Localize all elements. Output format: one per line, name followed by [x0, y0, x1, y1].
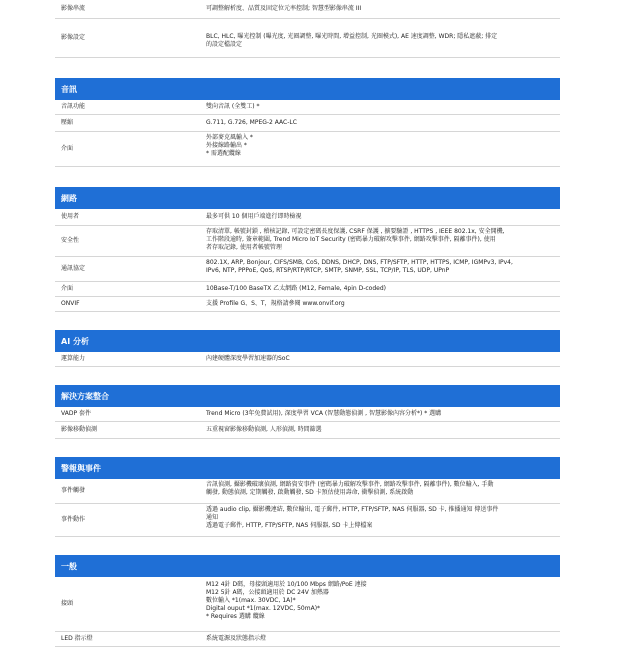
spec-value: 支援 Profile G、S、T，規格請參閱 www.onvif.org [206, 300, 345, 307]
spec-value: 外部麥克風輸入 * 外接線路輸出 * * 需選配纜線 [206, 134, 253, 157]
spec-value: 音訊偵測, 攝影機破壞偵測, 網路資安事件 (密碼暴力破解攻擊事件, 網路攻擊事件, 隔離事件), 數位輸入, 手動 觸發, 動態偵測, 定期觸發, 啟動觸發, SD 卡預估使用壽命, 衝擊偵測, 系統啟動 [206, 481, 494, 496]
spec-row [55, 422, 560, 439]
spec-label: 影像設定 [61, 34, 86, 41]
spec-row [55, 297, 560, 312]
section-header-network: 網路 [55, 187, 560, 209]
spec-label: LED 指示燈 [61, 635, 93, 642]
spec-label: 安全性 [61, 237, 80, 244]
spec-value: BLC, HLC, 曝光控制 (曝光度, 光圈調整, 曝光時間, 增益控制, 光圈模式), AE 速度調整, WDR; 隱私遮蔽; 排定 的設定檔設定 [206, 33, 498, 48]
spec-label: 壓縮 [61, 119, 74, 126]
spec-value: 系統電源及狀態指示燈 [206, 635, 267, 642]
spec-value: 內建硬體深度學習加速器的SoC [206, 355, 290, 362]
spec-label: 運算能力 [61, 355, 86, 362]
spec-value: G.711, G.726, MPEG-2 AAC-LC [206, 119, 297, 126]
spec-row [55, 352, 560, 367]
spec-label: 使用者 [61, 213, 80, 220]
spec-label: 音訊功能 [61, 103, 86, 110]
spec-sheet [55, 0, 560, 647]
spec-row [55, 0, 560, 19]
spec-value: 存取清單, 帳號封鎖 , 稽核記錄, 可設定密碼長度保護, CSRF 保護 , 擴要驗證 , HTTPS , IEEE 802.1x, 安全開機, 工作階段逾時, 簽章範圍, Trend Micro IoT Security (密碼暴力破解攻擊事件, 網路攻擊事件, 隔離事件), 使用 者存取記錄, 使用者帳號管理 [206, 228, 505, 251]
spec-label: 影像串流 [61, 5, 86, 12]
spec-label: ONVIF [61, 300, 80, 307]
spec-row [55, 100, 560, 115]
section-header-alarms: 警報與事件 [55, 457, 560, 479]
spec-row [55, 577, 560, 632]
spec-row [55, 632, 560, 647]
spec-label: 通訊協定 [61, 265, 86, 272]
spec-row [55, 209, 560, 226]
spec-label: VADP 套件 [61, 410, 91, 417]
section-header-general: 一般 [55, 555, 560, 577]
spec-value: 可調整解析度、品質及固定位元率控制; 智慧型影像串流 III [206, 5, 362, 12]
section-header-solutions: 解決方案整合 [55, 385, 560, 407]
spec-row [55, 257, 560, 282]
section-header-ai: AI 分析 [55, 330, 560, 352]
spec-row [55, 115, 560, 132]
spec-value: Trend Micro (3年免費試用), 深度學習 VCA (智慧動態偵測 , 智慧影像內容分析*) * 選購 [206, 410, 442, 417]
spec-row [55, 479, 560, 504]
spec-row [55, 226, 560, 257]
spec-row [55, 132, 560, 167]
spec-label: 介面 [61, 145, 74, 152]
spec-label: 影像移動偵測 [61, 426, 98, 433]
spec-value: 最多可供 10 個用戶端進行即時檢視 [206, 213, 302, 220]
spec-row [55, 19, 560, 58]
spec-label: 事件動作 [61, 516, 86, 523]
spec-value: 10Base-T/100 BaseTX 乙太網路 (M12, Female, 4pin D-coded) [206, 285, 386, 292]
spec-value: 雙向音訊 (全雙工) * [206, 103, 260, 110]
section-header-audio: 音訊 [55, 78, 560, 100]
spec-value: 802.1X, ARP, Bonjour, CIFS/SMB, CoS, DDNS, DHCP, DNS, FTP/SFTP, HTTP, HTTPS, ICMP, IGMPv3, IPv4, IPv6, NTP, PPPoE, QoS, RTSP/RTP/RTCP, SMTP, SNMP, SSL, TCP/IP, TLS, UDP, UPnP [206, 259, 513, 274]
spec-value: 透過 audio clip, 攝影機連結, 數位輸出, 電子郵件, HTTP, FTP/SFTP, NAS 伺服器, SD 卡, 推播通知 傳送事件 通知 透過電子郵件, HTTP, FTP/SFTP, NAS 伺服器, SD 卡上傳檔案 [206, 506, 499, 529]
spec-label: 介面 [61, 285, 74, 292]
spec-value: M12 4針 D碼，母接頭適用於 10/100 Mbps 網路/PoE 連接 M12 5針 A碼，公接頭適用於 DC 24V 加熱器 數位輸入 *1(max. 30VDC, 1A)* Digital ouput *1(max. 12VDC, 50mA)* * Requires 選購 纜線 [206, 581, 367, 620]
spec-row [55, 282, 560, 297]
spec-label: 接頭 [61, 600, 74, 607]
spec-label: 事件觸發 [61, 487, 86, 494]
spec-row [55, 407, 560, 422]
spec-row [55, 504, 560, 537]
spec-value: 五重視窗影像移動偵測, 人形偵測, 時間篩選 [206, 426, 322, 433]
